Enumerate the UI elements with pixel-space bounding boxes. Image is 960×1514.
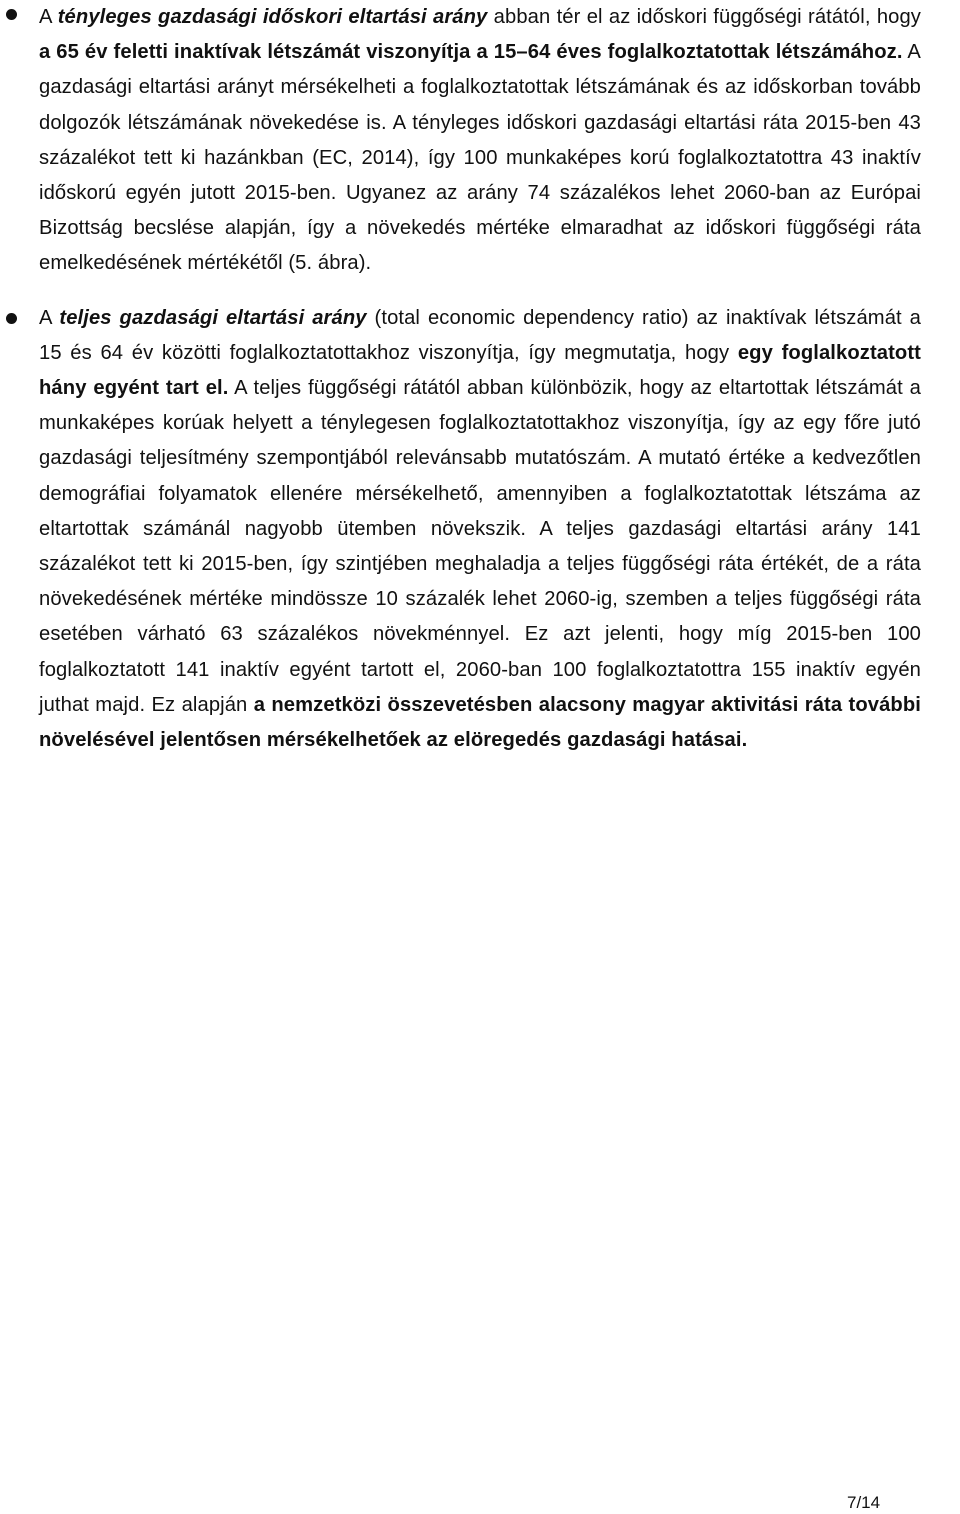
emphasis-term: teljes gazdasági eltartási arány <box>59 306 367 329</box>
text-segment: abban tér el az időskori függőségi rátától, hogy <box>487 6 921 28</box>
bullet-item-economic-old-age-ratio <box>0 0 921 282</box>
page-number: 7/14 <box>847 1493 881 1512</box>
text-segment: A <box>39 306 60 329</box>
bullet-item-total-economic-ratio <box>0 301 921 759</box>
bullet-icon <box>6 313 17 324</box>
bold-text: egy foglalkoztatott hány egyént tart el. <box>39 341 921 400</box>
emphasis-term: tényleges gazdasági időskori eltartási arány <box>57 6 488 28</box>
text-segment: A teljes függőségi rátától abban különbözik, hogy az eltartottak létszámát a munkaképes korúak helyett a ténylegesen foglalkoztatottakhoz viszonyítja, így az egy főre jutó gazdasági teljesítmény szempontjából relevánsabb mutatószám. A mutató értéke a kedvezőtlen demográfiai folyamatok ellenére mérsékelhető, amennyiben a foglalkoztatottak létszáma az eltartottak számánál nagyobb ütemben növekszik. A teljes gazdasági eltartási arány 141 százalékot tett ki 2015-ben, így szintjében meghaladja a teljes függőségi ráta értékét, de a ráta növekedésének mértéke mindössze 10 százalék lehet 2060-ig, szemben a teljes függőségi ráta esetében várható 63 százalékos növekménnyel. Ez azt jelenti, hogy míg 2015-ben 100 foglalkoztatott 141 inaktív egyént tartott el, 2060-ban 100 foglalkoztatottra 155 inaktív egyén juthat majd. Ez alapján <box>39 377 921 716</box>
bold-text: a nemzetközi összevetésben alacsony magyar aktivitási ráta további növelésével jelentősen mérsékelhetőek az elöregedés gazdasági hatásai. <box>39 693 922 752</box>
paragraph-text <box>39 301 921 759</box>
text-segment: (total economic dependency ratio) az inaktívak létszámát a 15 és 64 év közötti foglalkoztatottakhoz viszonyítja, így megmutatja, hogy <box>39 306 921 364</box>
text-segment: A <box>39 6 58 28</box>
paragraph-text <box>39 0 921 282</box>
bullet-icon <box>6 9 17 20</box>
text-segment: A gazdasági eltartási arányt mérsékelheti a foglalkoztatottak létszámának és az időskorban tovább dolgozók létszámának növekedése is. A tényleges időskori gazdasági eltartási ráta 2015-ben 43 százalékot tett ki hazánkban (EC, 2014), így 100 munkaképes korú foglalkoztatottra 43 inaktív időskorú egyén jutott 2015-ben. Ugyanez az arány 74 százalékos lehet 2060-ban az Európai Bizottság becslése alapján, így a növekedés mértéke elmaradhat az időskori függőségi ráta emelkedésének mértékétől (5. ábra). <box>39 41 921 275</box>
bold-text: a 65 év feletti inaktívak létszámát viszonyítja a 15–64 éves foglalkoztatottak létszámához. <box>39 41 903 64</box>
